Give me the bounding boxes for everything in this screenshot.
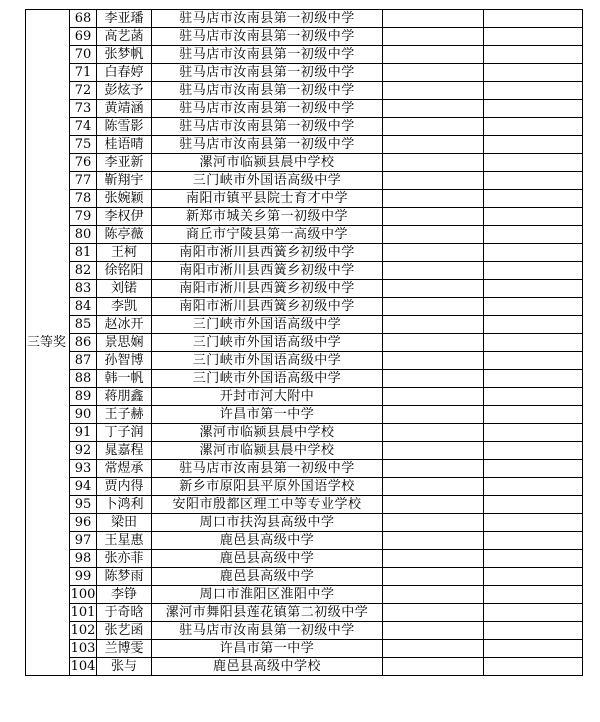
student-name: 李亚新: [97, 154, 152, 172]
row-number: 75: [70, 136, 97, 154]
table-row: [26, 10, 583, 28]
empty-cell: [484, 334, 583, 352]
empty-cell: [383, 298, 484, 316]
row-number: 73: [70, 100, 97, 118]
table-row: [26, 532, 583, 550]
school-name: 南阳市淅川县西簧乡初级中学: [152, 298, 383, 316]
row-number: 97: [70, 532, 97, 550]
school-name: 鹿邑县高级中学: [152, 532, 383, 550]
empty-cell: [484, 370, 583, 388]
table-row: [26, 514, 583, 532]
student-name: 王柯: [97, 244, 152, 262]
empty-cell: [484, 442, 583, 460]
table-row: [26, 208, 583, 226]
student-name: 晁嘉程: [97, 442, 152, 460]
empty-cell: [383, 136, 484, 154]
row-number: 79: [70, 208, 97, 226]
empty-cell: [484, 100, 583, 118]
row-number: 69: [70, 28, 97, 46]
empty-cell: [484, 568, 583, 586]
student-name: 桂语晴: [97, 136, 152, 154]
table-row: [26, 442, 583, 460]
student-name: 刘锘: [97, 280, 152, 298]
student-name: 李权伊: [97, 208, 152, 226]
row-number: 82: [70, 262, 97, 280]
student-name: 贾内得: [97, 478, 152, 496]
empty-cell: [484, 586, 583, 604]
student-name: 黄靖涵: [97, 100, 152, 118]
row-number: 93: [70, 460, 97, 478]
empty-cell: [383, 658, 484, 676]
row-number: 87: [70, 352, 97, 370]
school-name: 周口市扶沟县高级中学: [152, 514, 383, 532]
empty-cell: [484, 550, 583, 568]
award-table-body: [26, 10, 583, 676]
student-name: 张亦菲: [97, 550, 152, 568]
row-number: 83: [70, 280, 97, 298]
school-name: 鹿邑县高级中学: [152, 568, 383, 586]
school-name: 驻马店市汝南县第一初级中学: [152, 46, 383, 64]
empty-cell: [484, 136, 583, 154]
row-number: 96: [70, 514, 97, 532]
school-name: 鹿邑县高级中学校: [152, 658, 383, 676]
student-name: 韩一帆: [97, 370, 152, 388]
row-number: 90: [70, 406, 97, 424]
empty-cell: [383, 82, 484, 100]
school-name: 驻马店市汝南县第一初级中学: [152, 10, 383, 28]
empty-cell: [484, 622, 583, 640]
empty-cell: [383, 190, 484, 208]
table-row: [26, 622, 583, 640]
school-name: 南阳市淅川县西簧乡初级中学: [152, 244, 383, 262]
table-row: [26, 658, 583, 676]
school-name: 周口市淮阳区淮阳中学: [152, 586, 383, 604]
table-row: [26, 28, 583, 46]
empty-cell: [484, 514, 583, 532]
empty-cell: [383, 208, 484, 226]
student-name: 丁子润: [97, 424, 152, 442]
table-row: [26, 460, 583, 478]
table-row: [26, 244, 583, 262]
table-row: [26, 370, 583, 388]
empty-cell: [383, 226, 484, 244]
empty-cell: [484, 316, 583, 334]
table-row: [26, 226, 583, 244]
empty-cell: [383, 478, 484, 496]
student-name: 于奇晗: [97, 604, 152, 622]
empty-cell: [383, 496, 484, 514]
row-number: 86: [70, 334, 97, 352]
student-name: 蒋朋鑫: [97, 388, 152, 406]
table-row: [26, 604, 583, 622]
empty-cell: [383, 100, 484, 118]
student-name: 王星惠: [97, 532, 152, 550]
school-name: 安阳市殷都区理工中等专业学校: [152, 496, 383, 514]
student-name: 常煜承: [97, 460, 152, 478]
student-name: 陈梦雨: [97, 568, 152, 586]
table-row: [26, 190, 583, 208]
empty-cell: [383, 604, 484, 622]
school-name: 南阳市淅川县西簧乡初级中学: [152, 262, 383, 280]
table-row: [26, 46, 583, 64]
table-row: [26, 352, 583, 370]
row-number: 92: [70, 442, 97, 460]
school-name: 三门峡市外国语高级中学: [152, 352, 383, 370]
empty-cell: [484, 352, 583, 370]
empty-cell: [484, 172, 583, 190]
empty-cell: [383, 640, 484, 658]
award-level-cell: 三等奖: [26, 10, 70, 676]
row-number: 94: [70, 478, 97, 496]
student-name: 李凯: [97, 298, 152, 316]
row-number: 104: [70, 659, 96, 674]
table-row: [26, 334, 583, 352]
table-row: [26, 406, 583, 424]
student-name: 张与: [97, 658, 152, 676]
school-name: 鹿邑县高级中学: [152, 550, 383, 568]
empty-cell: [484, 82, 583, 100]
empty-cell: [383, 64, 484, 82]
school-name: 许昌市第一中学: [152, 640, 383, 658]
empty-cell: [383, 424, 484, 442]
row-number: 70: [70, 46, 97, 64]
table-row: [26, 64, 583, 82]
row-number: 98: [70, 550, 97, 568]
empty-cell: [484, 496, 583, 514]
empty-cell: [484, 280, 583, 298]
student-name: 白春婷: [97, 64, 152, 82]
empty-cell: [383, 532, 484, 550]
empty-cell: [484, 460, 583, 478]
empty-cell: [484, 28, 583, 46]
empty-cell: [484, 658, 583, 676]
school-name: 驻马店市汝南县第一初级中学: [152, 64, 383, 82]
table-row: [26, 262, 583, 280]
award-list-sheet: [25, 9, 583, 676]
student-name: 徐铭阳: [97, 262, 152, 280]
student-name: 梁田: [97, 514, 152, 532]
school-name: 漯河市临颍县晨中学校: [152, 424, 383, 442]
student-name: 张艺函: [97, 622, 152, 640]
student-name: 王子赫: [97, 406, 152, 424]
row-number: 68: [70, 10, 97, 28]
school-name: 新乡市原阳县平原外国语学校: [152, 478, 383, 496]
school-name: 许昌市第一中学: [152, 406, 383, 424]
student-name: 陈亭薇: [97, 226, 152, 244]
row-number: 95: [70, 496, 97, 514]
school-name: 新郑市城关乡第一初级中学: [152, 208, 383, 226]
table-row: [26, 568, 583, 586]
empty-cell: [383, 514, 484, 532]
student-name: 卜鸿利: [97, 496, 152, 514]
empty-cell: [383, 28, 484, 46]
empty-cell: [383, 154, 484, 172]
award-table: [25, 9, 583, 676]
school-name: 驻马店市汝南县第一初级中学: [152, 82, 383, 100]
row-number: 91: [70, 424, 97, 442]
school-name: 驻马店市汝南县第一初级中学: [152, 136, 383, 154]
table-row: [26, 118, 583, 136]
row-number: 99: [70, 568, 97, 586]
school-name: 驻马店市汝南县第一初级中学: [152, 622, 383, 640]
row-number: 88: [70, 370, 97, 388]
school-name: 三门峡市外国语高级中学: [152, 316, 383, 334]
row-number: 72: [70, 82, 97, 100]
student-name: 赵冰开: [97, 316, 152, 334]
empty-cell: [484, 64, 583, 82]
row-number: 100: [70, 587, 96, 602]
student-name: 张婉颖: [97, 190, 152, 208]
table-row: [26, 136, 583, 154]
row-number: 89: [70, 388, 97, 406]
empty-cell: [383, 172, 484, 190]
school-name: 驻马店市汝南县第一初级中学: [152, 28, 383, 46]
table-row: [26, 424, 583, 442]
empty-cell: [484, 388, 583, 406]
empty-cell: [383, 442, 484, 460]
empty-cell: [383, 262, 484, 280]
student-name: 高艺菡: [97, 28, 152, 46]
empty-cell: [484, 604, 583, 622]
row-number: 81: [70, 244, 97, 262]
empty-cell: [484, 244, 583, 262]
table-row: [26, 640, 583, 658]
school-name: 驻马店市汝南县第一初级中学: [152, 460, 383, 478]
empty-cell: [383, 46, 484, 64]
table-row: [26, 298, 583, 316]
empty-cell: [484, 640, 583, 658]
row-number: 78: [70, 190, 97, 208]
empty-cell: [383, 568, 484, 586]
empty-cell: [383, 550, 484, 568]
empty-cell: [484, 406, 583, 424]
empty-cell: [484, 190, 583, 208]
table-row: [26, 154, 583, 172]
student-name: 孙智博: [97, 352, 152, 370]
empty-cell: [484, 532, 583, 550]
table-row: [26, 478, 583, 496]
empty-cell: [383, 280, 484, 298]
school-name: 南阳市淅川县西簧乡初级中学: [152, 280, 383, 298]
empty-cell: [383, 460, 484, 478]
row-number: 101: [70, 605, 96, 620]
empty-cell: [383, 316, 484, 334]
row-number: 77: [70, 172, 97, 190]
empty-cell: [383, 118, 484, 136]
empty-cell: [484, 424, 583, 442]
empty-cell: [484, 208, 583, 226]
school-name: 三门峡市外国语高级中学: [152, 172, 383, 190]
table-row: [26, 172, 583, 190]
empty-cell: [383, 334, 484, 352]
empty-cell: [383, 586, 484, 604]
empty-cell: [484, 154, 583, 172]
row-number: 102: [70, 623, 96, 638]
school-name: 南阳市镇平县院士育才中学: [152, 190, 383, 208]
table-row: [26, 550, 583, 568]
row-number: 85: [70, 316, 97, 334]
school-name: 漯河市临颍县晨中学校: [152, 442, 383, 460]
empty-cell: [484, 226, 583, 244]
student-name: 陈雪影: [97, 118, 152, 136]
table-row: [26, 82, 583, 100]
table-row: [26, 586, 583, 604]
empty-cell: [484, 262, 583, 280]
row-number: 103: [70, 641, 96, 656]
student-name: 景思娴: [97, 334, 152, 352]
empty-cell: [383, 406, 484, 424]
empty-cell: [484, 118, 583, 136]
table-row: [26, 280, 583, 298]
empty-cell: [383, 352, 484, 370]
row-number: 80: [70, 226, 97, 244]
school-name: 驻马店市汝南县第一初级中学: [152, 100, 383, 118]
school-name: 三门峡市外国语高级中学: [152, 334, 383, 352]
school-name: 商丘市宁陵县第一高级中学: [152, 226, 383, 244]
student-name: 李铮: [97, 586, 152, 604]
empty-cell: [484, 10, 583, 28]
empty-cell: [383, 370, 484, 388]
school-name: 开封市河大附中: [152, 388, 383, 406]
empty-cell: [383, 388, 484, 406]
row-number: 74: [70, 118, 97, 136]
empty-cell: [484, 46, 583, 64]
table-row: [26, 100, 583, 118]
row-number: 84: [70, 298, 97, 316]
student-name: 李亚璠: [97, 10, 152, 28]
empty-cell: [383, 10, 484, 28]
student-name: 靳翔宇: [97, 172, 152, 190]
student-name: 兰博雯: [97, 640, 152, 658]
school-name: 漯河市临颍县晨中学校: [152, 154, 383, 172]
school-name: 三门峡市外国语高级中学: [152, 370, 383, 388]
student-name: 张梦帆: [97, 46, 152, 64]
school-name: 驻马店市汝南县第一初级中学: [152, 118, 383, 136]
empty-cell: [484, 478, 583, 496]
student-name: 彭炫予: [97, 82, 152, 100]
empty-cell: [383, 622, 484, 640]
table-row: [26, 316, 583, 334]
table-row: [26, 388, 583, 406]
school-name: 漯河市舞阳县莲花镇第二初级中学: [152, 604, 383, 622]
row-number: 76: [70, 154, 97, 172]
row-number: 71: [70, 64, 97, 82]
table-row: [26, 496, 583, 514]
empty-cell: [484, 298, 583, 316]
empty-cell: [383, 244, 484, 262]
